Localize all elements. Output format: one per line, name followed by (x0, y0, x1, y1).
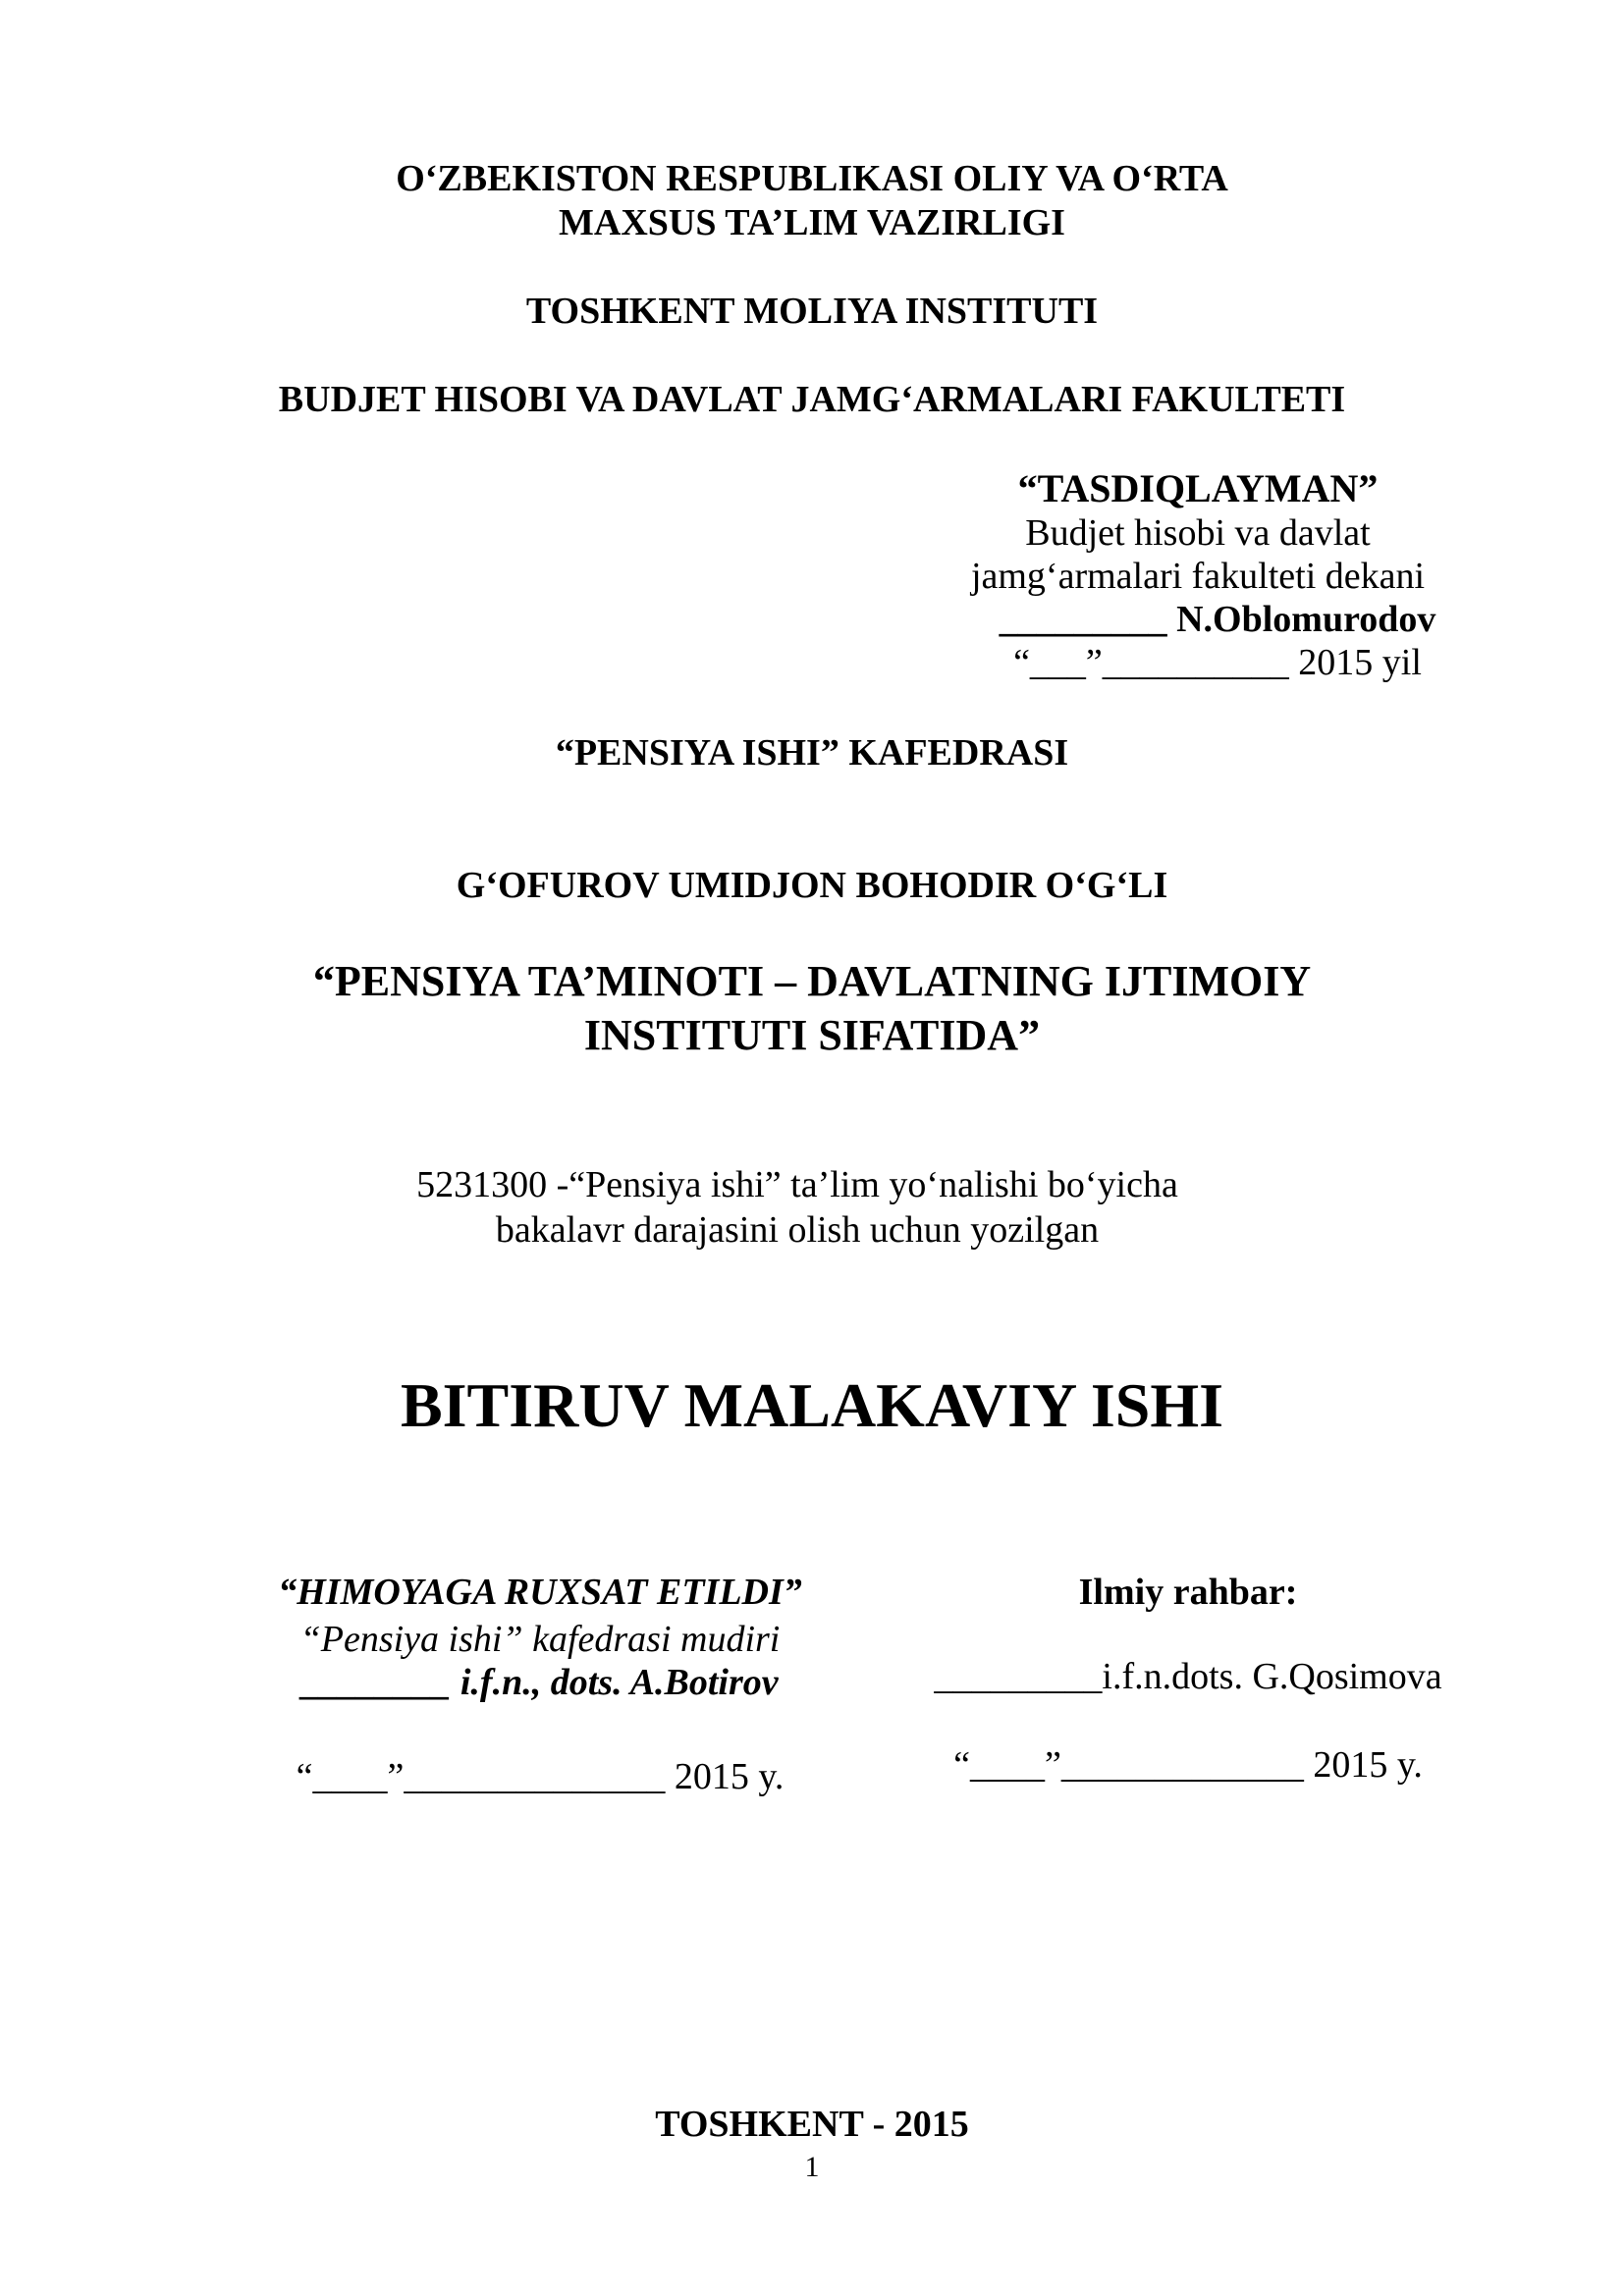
page-number: 1 (804, 2151, 820, 2183)
work-type-title: BITIRUV MALAKAVIY ISHI (400, 1370, 1224, 1440)
approval-date-line: “___”__________ 2015 yil (1013, 642, 1422, 683)
specialty-line-2: bakalavr darajasini olish uchun yozilgan (495, 1209, 1100, 1251)
footer-city-year: TOSHKENT - 2015 (655, 2104, 969, 2145)
supervisor-block (903, 1572, 1473, 1786)
department-head-name: i.f.n., dots. A.Botirov (451, 1662, 779, 1703)
defense-signature-blank: ________ (301, 1662, 452, 1703)
supervisor-date-line: “____”_____________ 2015 y. (953, 1744, 1423, 1786)
supervisor-signature-line: _________i.f.n.dots. G.Qosimova (934, 1656, 1442, 1697)
approval-block (943, 466, 1453, 683)
approval-signature-line (962, 601, 1473, 638)
author-name: G‘OFUROV UMIDJON BOHODIR O‘G‘LI (456, 865, 1168, 906)
defense-position: “Pensiya ishi” kafedrasi mudiri (299, 1619, 781, 1660)
approval-position-line-2: jamg‘armalari fakulteti dekani (970, 556, 1426, 597)
defense-title: “HIMOYAGA RUXSAT ETILDI” (278, 1572, 802, 1613)
ministry-line-2: MAXSUS TA’LIM VAZIRLIGI (559, 202, 1065, 243)
dean-name: N.Oblomurodov (1166, 599, 1436, 640)
approval-title: “TASDIQLAYMAN” (1017, 466, 1379, 510)
thesis-title-line-1: “PENSIYA TA’MINOTI – DAVLATNING IJTIMOIY (312, 957, 1312, 1005)
supervisor-title: Ilmiy rahbar: (1078, 1572, 1298, 1613)
ministry-line-1: O‘ZBEKISTON RESPUBLIKASI OLIY VA O‘RTA (396, 158, 1228, 199)
defense-block (236, 1572, 844, 1797)
defense-signature-line (236, 1664, 844, 1701)
department-name: “PENSIYA ISHI” KAFEDRASI (555, 732, 1069, 774)
thesis-title-line-2: INSTITUTI SIFATIDA” (583, 1011, 1041, 1059)
defense-date-line: “____”______________ 2015 y. (296, 1756, 785, 1797)
institute-name: TOSHKENT MOLIYA INSTITUTI (525, 291, 1099, 332)
approval-signature-blank: _________ (999, 599, 1167, 640)
approval-position-line-1: Budjet hisobi va davlat (1025, 512, 1371, 554)
faculty-name: BUDJET HISOBI VA DAVLAT JAMG‘ARMALARI FAKULTETI (278, 379, 1346, 420)
specialty-line-1: 5231300 -“Pensiya ishi” ta’lim yo‘nalishi bo‘yicha (416, 1164, 1178, 1205)
